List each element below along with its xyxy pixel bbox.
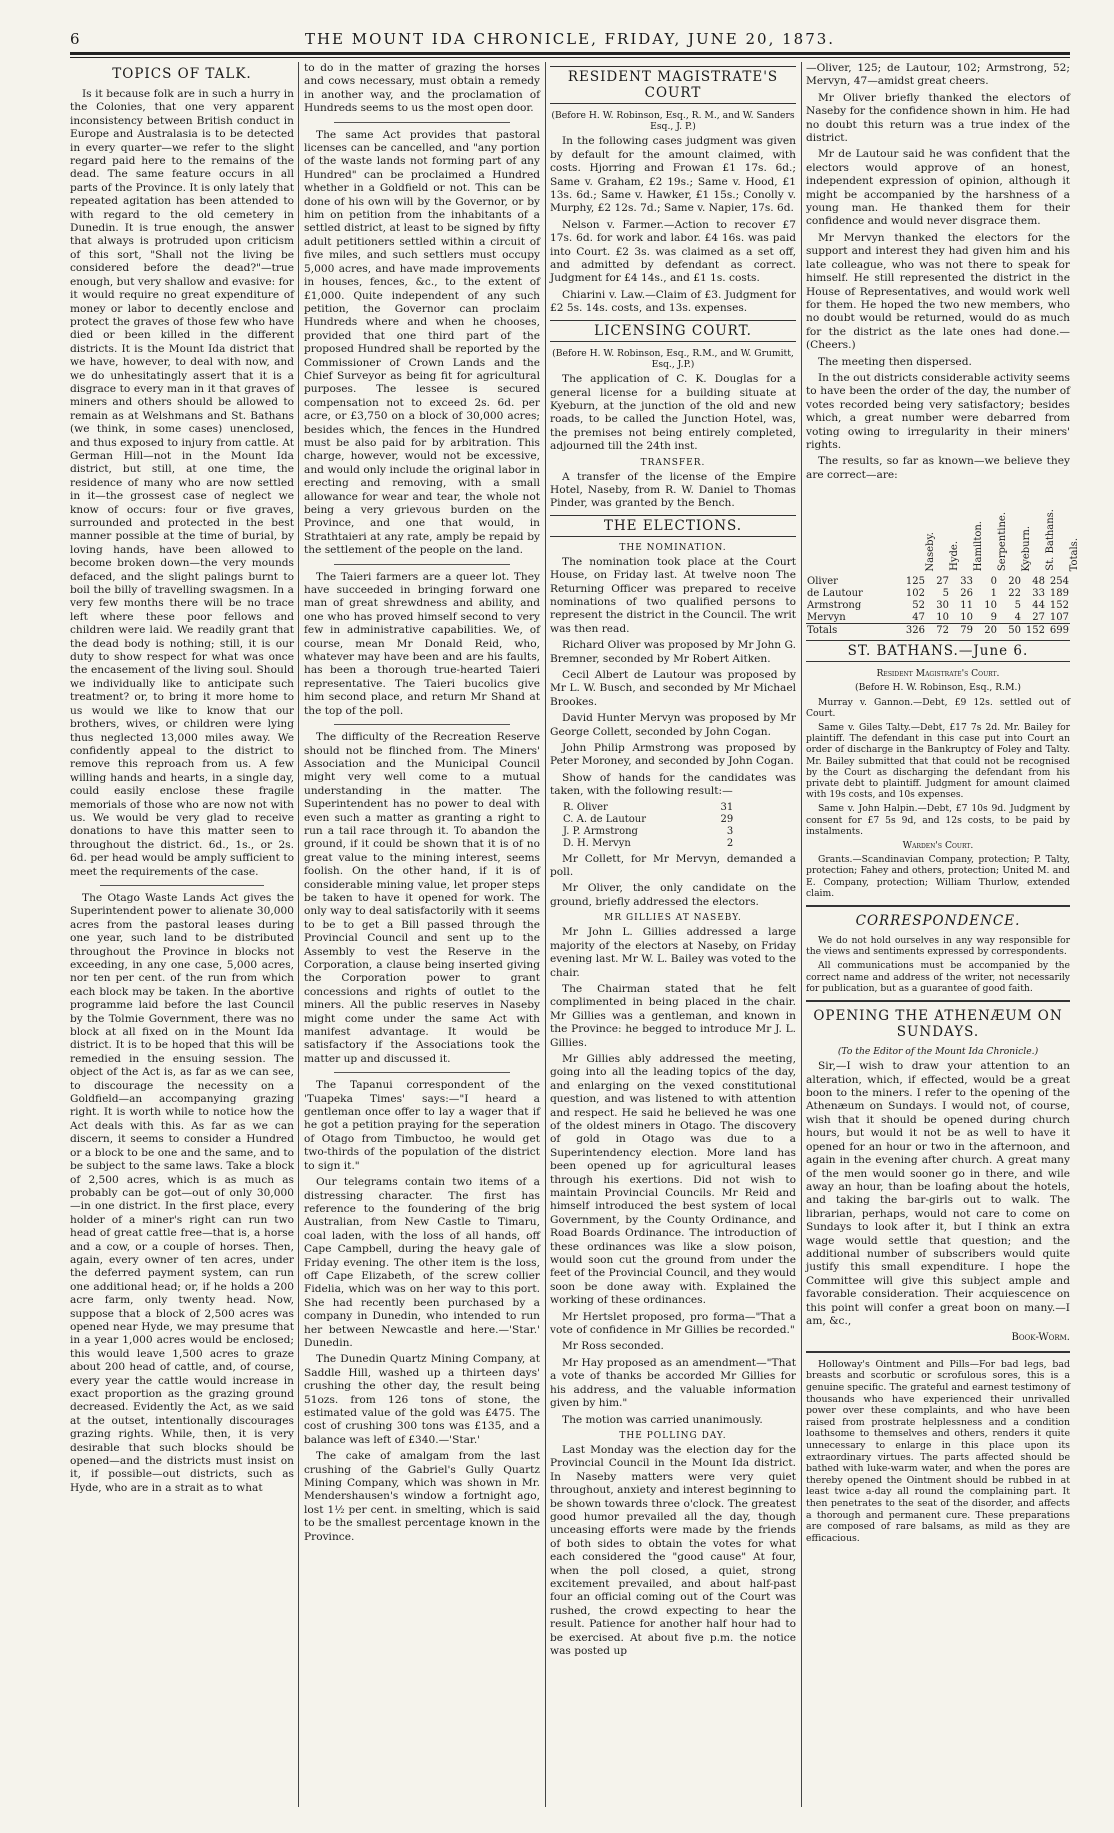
column-4 <box>806 62 1080 1812</box>
article-paragraph: The meeting then dispersed. <box>818 355 972 368</box>
article-paragraph: The difficulty of the Recreation Reserve should not be flinched from. The Miners' Association and the Municipal Council might very well come to a mutual understanding in the matter. The Superintendent has no power to deal with even such a matter as granting a right to run a tail race through it. To abandon the ground, if it could be shown that it is of no great value to the mining interest, seems foolish. On the other hand, if it is of considerable mining value, let proper steps be taken to have it opened for work. The only way to deal satisfactorily with it seems to be to get a Bill passed through the Provincial Council and sent up to the Assembly to vest the Reserve in the Corporation, a clause being inserted giving the Corporation power to grant concessions and rights of outlet to the miners. All the public reserves in Naseby might come under the same Act with manifest advantage. It would be satisfactory if the Associations took the matter up and discussed it. <box>304 731 540 1065</box>
table-row <box>562 814 734 826</box>
totals-label: Totals <box>806 624 902 637</box>
subheading-polling-day: THE POLLING DAY. <box>619 1430 727 1441</box>
article-paragraph: Mr Gillies ably addressed the meeting, going into all the leading topics of the day, and enlarging on the vexed constitutional question, and was listened to with attention and respect. He said he believed he was one of the oldest miners in Otago. The discovery of gold in Otago was due to a Superintendency election. More land has been opened up for agricultural leases through his exertions. Did not wish to maintain Provincial Councils. Mr Reid and himself introduced the best system of local Government, by the County Ordinance, and Road Boards Ordinance. The introduction of these ordinances was like a slow poison, would soon cut the ground from under the feet of the Provincial Council, and they would soon be done away with. Explained the working of these ordinances. <box>550 1052 796 1307</box>
column-divider <box>298 62 299 1807</box>
table-cell: 10 <box>936 611 949 623</box>
table-cell: 0 <box>990 575 997 587</box>
table-cell: 10 <box>960 611 973 623</box>
column-divider <box>545 62 546 1807</box>
table-row <box>562 802 734 814</box>
article-paragraph: The motion was carried unanimously. <box>562 1413 763 1426</box>
column-header <box>1046 485 1080 575</box>
table-cell: 107 <box>1049 611 1069 623</box>
article-paragraph: Mr Hertslet proposed, pro forma—"That a vote of confidence in Mr Gillies be recorded." <box>550 1310 796 1337</box>
article-paragraph: The Taieri farmers are a queer lot. They have succeeded in bringing forward one man of great shrewdness and ability, and one who has proved himself second to very few in administrative capabilities. We, of course, mean Mr Donald Reid, who, whatever may have been and are his faults, has been a thorough true-hearted Taieri representative. The Taieri bucolics give him second place, and return Mr Shand at the top of the poll. <box>304 570 540 717</box>
page-title: THE MOUNT IDA CHRONICLE, FRIDAY, JUNE 20, 1873. <box>304 30 836 48</box>
column-header-label: Hyde. <box>949 541 960 572</box>
separator <box>334 122 510 123</box>
section-heading-topics: TOPICS OF TALK. <box>112 66 252 82</box>
table-header-row <box>806 485 1070 575</box>
column-header-label: St. Bathans. <box>1045 509 1056 572</box>
article-paragraph: Last Monday was the election day for the Provincial Council in the Mount Ida district. In Naseby matters were very quiet throughout, anxiety and interest beginning to be shown towards three o'clock. The greatest good humor prevailed all the day, though unceasing efforts were made by the friends of both sides to obtain the votes for what each considered the "good cause" At four, when the poll closed, a quiet, strong excitement prevailed, and about half-past four an official coming out of the Court was rushed, the crowd expecting to hear the result. Patience for another half hour had to be exercised. At about five p.m. the notice was posted up <box>550 1443 796 1657</box>
table-cell: 72 <box>926 624 950 637</box>
table-totals-row <box>806 624 1070 637</box>
article-paragraph: The nomination took place at the Court House, on Friday last. At twelve noon The Returning Officer was prepared to receive nominations of two qualified persons to represent the district in the Council. The writ was then read. <box>550 555 796 635</box>
subheading-rm-court: Resident Magistrate's Court. <box>876 668 1000 680</box>
table-cell: 11 <box>960 599 973 611</box>
table-cell: 9 <box>990 611 997 623</box>
subheading-nomination: THE NOMINATION. <box>619 542 727 553</box>
masthead-rule-thin <box>70 57 1070 58</box>
editorial-note: We do not hold ourselves in any way responsible for the views and sentiments expressed by correspondents. <box>806 935 1070 958</box>
table-cell: 20 <box>974 624 998 637</box>
article-paragraph: John Philip Armstrong was proposed by Peter Moroney, and seconded by John Cogan. <box>550 742 796 768</box>
vote-count: 29 <box>720 814 734 826</box>
article-paragraph: The Tapanui correspondent of the 'Tuapeka Times' says:—"I heard a gentleman once offer to lay a wager that if he got a petition praying for the seperation of Otago from Timbuctoo, he would get two-thirds of the population of the district to sign it." <box>304 1079 540 1172</box>
table-cell: 26 <box>960 587 973 599</box>
separator <box>100 885 264 886</box>
show-of-hands-table <box>562 802 734 850</box>
article-paragraph: Show of hands for the candidates was taken, with the following result:— <box>550 771 796 798</box>
masthead-rule <box>70 52 1070 55</box>
candidate-name: Mervyn <box>807 611 846 623</box>
separator <box>334 724 510 725</box>
article-paragraph: Mr Oliver, the only candidate on the ground, briefly addressed the electors. <box>550 882 796 908</box>
article-paragraph: The Chairman stated that he felt complimented in being placed in the chair. Mr Gillies was a gentleman, and known in the Province: he begged to introduce Mr J. L. Gillies. <box>550 982 796 1049</box>
table-cell: 27 <box>936 575 949 587</box>
table-row <box>562 826 734 838</box>
column-divider <box>801 62 802 1807</box>
table-cell: 125 <box>905 575 925 587</box>
page-number: 6 <box>70 30 80 48</box>
article-paragraph: The Otago Waste Lands Act gives the Superintendent power to alienate 30,000 acres from the pastoral leases during one year, such land to be distributed throughout the Province in blocks not exceeding, in any one case, 5,000 acres, nor ten per cent. of the run from which each block may be taken. In the abortive programme laid before the last Council by the Tolmie Government, there was no block at all fixed on in the Mount Ida district. It is to be hoped that this will be remedied in the ensuing session. The object of the Act is, as far as we can see, to discourage the necessity on a Goldfield—an accompanying grazing right. It is worth while to notice how the Act deals with this. As far as we can discern, it seems to consider a Hundred or a block to be one and the same, and to be subject to the same laws. Take a block of 2,500 acres, which is as much as probably can be got—out of only 30,000—in one district. In the first place, every holder of a miner's right can run two head of great cattle free—that is, a horse and a cow, or a couple of horses. Then, again, every owner of ten acres, under the deferred payment system, can run one additional head; or, if he holds a 200 acre farm, only twenty head. Now, suppose that a block of 2,500 acres was opened near Hyde, we may presume that in a year 1,000 acres would be enclosed; this would leave 1,500 acres to graze about 200 head of cattle, and, of course, every year the cattle would increase in exact proportion as the grazing ground decreased. Evidently the Act, as we said at the outset, intentionally discourages grazing rights. While, then, it is very desirable that such blocks should be opened—and the districts must insist on it, if possible—out districts, such as Hyde, who are in a strait as to what <box>70 891 294 1494</box>
separator <box>806 1000 1070 1002</box>
header-blank <box>806 485 902 575</box>
separator <box>334 1072 510 1073</box>
article-paragraph: A transfer of the license of the Empire Hotel, Naseby, from R. W. Daniel to Thomas Pinder, was granted by the Bench. <box>550 470 796 510</box>
table-cell: 102 <box>905 587 925 599</box>
section-heading-elections: THE ELECTIONS. <box>550 515 796 537</box>
table-cell: 326 <box>902 624 926 637</box>
article-paragraph: Our telegrams contain two items of a distressing character. The first has reference to the foundering of the brig Australian, from New Castle to Timaru, coal laden, with the loss of all hands, off Cape Campbell, during the heavy gale of Friday evening. The other item is the loss, off Cape Elizabeth, of the screw collier Fidelia, which was on her way to this port. She had recently been purchased by a company in Dunedin, who intended to run her between Newcastle and here.—'Star.' Dunedin. <box>304 1176 540 1349</box>
table-cell: 27 <box>1032 611 1045 623</box>
article-paragraph: Grants.—Scandinavian Company, protection; P. Talty, protection; Fahey and others, protection; United M. and E. Company, protection; William Thurlow, extended claim. <box>806 854 1070 899</box>
table-cell: 50 <box>998 624 1022 637</box>
article-paragraph: The application of C. K. Douglas for a general license for a building situate at Kyeburn, at the junction of the old and new roads, to be called the Junction Hotel, was, the premises not being entirely completed, adjourned till the 24th inst. <box>550 373 796 453</box>
table-cell: 33 <box>960 575 973 587</box>
table-row <box>806 575 1070 587</box>
table-cell: 33 <box>1032 587 1045 599</box>
article-paragraph: In the out districts considerable activity seems to have been the order of the day, the number of votes recorded being very satisfactory; besides which, a great number were debarred from voting owing to irregularity in their miners' rights. <box>806 371 1070 451</box>
letter-signature: Book-Worm. <box>1011 1332 1070 1344</box>
candidate-name: R. Oliver <box>563 802 608 814</box>
subheading-transfer: TRANSFER. <box>640 457 706 468</box>
article-paragraph: Mr de Lautour said he was confident that the electors would approve of an honest, independent expression of opinion, although it might be accompanied by the harshness of a young man. He thanked them for their confidence and would never disgrace them. <box>806 148 1070 228</box>
article-paragraph: The results, so far as known—we believe they are correct—are: <box>806 455 1070 481</box>
table-cell: 20 <box>1008 575 1021 587</box>
letter-body: Sir,—I wish to draw your attention to an alteration, which, if effected, would be a great boon to the miners. I refer to the opening of the Athenæum on Sundays. I would not, of course, wish that it should be opened during church hours, but would it not be as well to have it opened for an hour or two in the afternoon, and again in the evening after church. A great many of the men would sooner go in there, and wile away an hour, than be loafing about the hotels, and taking the bar-girls out to walk. The librarian, perhaps, would not care to come on Sundays to look after it, but I think an extra wage would settle that question; and the additional number of subscribers would quite justify this small expenditure. I hope the Committee will give this subject ample and favorable consideration. Their acquiescence on this point will confer a great boon on many.—I am, &c., <box>806 1060 1070 1327</box>
table-cell: 5 <box>942 587 949 599</box>
article-paragraph: Is it because folk are in such a hurry in the Colonies, that one very apparent inconsistency between British conduct in Europe and Australasia is to be detected in every quarter—we refer to the slight regard paid here to the remains of the dead. The same feature occurs in all parts of the Province. It is only lately that repeated agitation has been attended to with regard to the old cemetery in Dunedin. It is true enough, the answer that always is protruded upon criticism of this sort, "Shall not the living be considered before the dead?"—true enough, but very shallow and evasive: for it would require no great expenditure of money or labor to decently enclose and protect the graves of those few who have died or been killed in the different districts. It is the Mount Ida district that we have, however, to deal with now, and we do unhesitatingly assert that it is a disgrace to every man in it that graves of miners and others should be allowed to remain as at Welshmans and St. Bathans (we think, in some cases) unenclosed, and thus exposed to injury from cattle. At German Hill—not in the Mount Ida district, but still, at one time, the residence of many who are now settled in it—the grossest case of neglect we know of occurs: four or five graves, surrounded and protected in the best manner possible at the time of burial, by loving hands, have been allowed to become broken down—the very mounds defaced, and the slight palings burnt to boil the billy of travelling swagsmen. In a very few months there will be no trace left where these poor fellows and children were laid. We readily grant that the dead body is nothing; still, it is our duty to show respect for what was once the encasement of the living soul. Should we individually like to anticipate such treatment? or, to bring it more home to us would we like to know that our brothers, wives, or children were lying thus neglected 13,000 miles away. We confidently appeal to the district to remove this reproach from us. A few willing hands and hearts, in a single day, could easily enclose these fragile memorials of those who are now not with us. We would be very glad to receive donations to have this matter seen to throughout the district. 6d., 1s., or 2s. 6d. per head would be amply sufficient to meet the requirements of the case. <box>70 88 294 878</box>
column-header-label: Kyeburn. <box>1021 525 1032 572</box>
article-paragraph: Mr Mervyn thanked the electors for the support and interest they had given him and his late colleague, who was not there to speak for himself. He still represented the district in the House of Representatives, and would work well for them. He hoped the two new members, who no doubt would be returned, would do as much for the district as the late ones had done.—(Cheers.) <box>806 231 1070 352</box>
separator <box>806 1351 1070 1353</box>
column-header <box>926 485 960 575</box>
candidate-name: C. A. de Lautour <box>563 814 647 826</box>
table-cell: 4 <box>1014 611 1021 623</box>
table-cell: 699 <box>1046 624 1070 637</box>
separator <box>806 905 1070 907</box>
article-paragraph: Chiarini v. Law.—Claim of £3. Judgment for £2 5s. 14s. costs, and 13s. expenses. <box>550 288 796 315</box>
column-header-label: Totals. <box>1069 537 1080 572</box>
article-paragraph: Same v. John Halpin.—Debt, £7 10s 9d. Judgment by consent for £7 5s 9d, and 12s costs, to be paid by instalments. <box>806 803 1070 837</box>
article-paragraph: The same Act provides that pastoral licenses can be cancelled, and "any portion of the waste lands not forming part of any Hundred" can be proclaimed a Hundred whether in a Goldfield or not. This can be done of his own will by the Governor, or by him on petition from the inhabitants of a settled district, at least to be signed by fifty adult petitioners settled within a circuit of five miles, and such settlers must occupy 5,000 acres, and have made improvements in houses, fences, &c., to the extent of £1,000. Quite independent of any such petition, the Governor can proclaim Hundreds where and when he chooses, provided that one third part of the proposed Hundred shall be reported by the Commissioner of Crown Lands and the Chief Surveyor as being fit for agricultural purposes. The lessee is secured compensation not to exceed 2s. 6d. per acre, or £3,750 on a block of 30,000 acres; besides which, the fences in the Hundred must be also paid for by arbitration. This charge, however, would not be excessive, and would only include the original labor in erecting and removing, with a small allowance for wear and tear, the whole not being a very grievous burden on the Province, and one that would, in Strathtaieri at any rate, amply be repaid by the settlement of the people on the land. <box>304 128 540 557</box>
table-cell: 5 <box>1014 599 1021 611</box>
article-paragraph: Mr John L. Gillies addressed a large majority of the electors at Naseby, on Friday evening last. Mr W. L. Bailey was voted to the chair. <box>550 926 796 979</box>
section-heading-licensing: LICENSING COURT. <box>550 320 796 342</box>
section-heading-correspondence: CORRESPONDENCE. <box>855 913 1021 930</box>
section-heading-rm-court: RESIDENT MAGISTRATE'S COURT <box>550 66 796 104</box>
vote-count: 2 <box>726 838 734 850</box>
section-heading-athenaeum: OPENING THE ATHENÆUM ON SUNDAYS. <box>813 1008 1063 1041</box>
editorial-note: All communications must be accompanied by the correct name and address of the writer, not necessarily for publication, but as a guarantee of good faith. <box>806 960 1070 994</box>
court-before: (Before H. W. Robinson, Esq., R.M., and W. Grumitt, Esq., J.P.) <box>552 347 794 370</box>
court-before: (Before H. W. Robinson, Esq., R.M.) <box>855 682 1021 694</box>
column-header-label: Hamilton. <box>973 520 984 572</box>
candidate-name: Armstrong <box>807 599 862 611</box>
vote-count: 31 <box>720 802 734 814</box>
candidate-name: Oliver <box>807 575 838 587</box>
article-paragraph: In the following cases judgment was given by default for the amount claimed, with costs. Hjorring and Frowan £1 17s. 6d.; Same v. Graham, £2 19s.; Same v. Hood, £1 13s. 6d.; Same v. Hawker, £1 15s.; Conolly v. Murphy, £2 12s. 7d.; Same v. Napier, 17s. 6d. <box>550 135 796 215</box>
table-row <box>562 838 734 850</box>
poll-results-table <box>806 485 1080 636</box>
table-cell: 48 <box>1032 575 1045 587</box>
column-3 <box>550 62 796 1812</box>
court-before: (Before H. W. Robinson, Esq., R. M., and W. Sanders Esq., J. P.) <box>551 110 795 133</box>
column-header <box>950 485 984 575</box>
table-cell: 152 <box>1049 599 1069 611</box>
column-2 <box>304 62 540 1812</box>
article-paragraph: Same v. Giles Talty.—Debt, £17 7s 2d. Mr. Bailey for plaintiff. The defendant in this case put into Court an order of discharge in the Bankruptcy of Foley and Talty. Mr. Bailey submitted that that could not be recognised by the Court as discharging the defendant from his private debt to plaintiff. Judgment for amount claimed with 19s costs, and 10s expenses. <box>806 722 1070 801</box>
table-row <box>806 611 1070 624</box>
candidate-name: de Lautour <box>807 587 863 599</box>
table-cell: 30 <box>936 599 949 611</box>
section-heading-st-bathans: ST. BATHANS.—June 6. <box>806 640 1070 662</box>
candidate-name: J. P. Armstrong <box>563 826 638 838</box>
separator <box>334 564 510 565</box>
advertisement-holloway: Holloway's Ointment and Pills—For bad legs, bad breasts and scorbutic or scrofulous sores, this is a genuine specific. The grateful and earnest testimony of thousands who have experienced their unrivalled power over these complaints, and who have been raised from prostrate helplessness and a condition loathsome to themselves and others, renders it quite unnecessary to enlarge in this place upon its extraordinary virtues. The parts affected should be bathed with luke-warm water, and when the pores are thereby opened the Ointment should be rubbed in at least twice a-day all round the complaining part. It then penetrates to the seat of the disorder, and affects a thorough and permanent cure. These preparations are composed of rare balsams, as mild as they are efficacious. <box>806 1358 1070 1544</box>
column-header-label: Serpentine. <box>997 512 1008 572</box>
article-paragraph: Mr Collett, for Mr Mervyn, demanded a poll. <box>550 852 796 879</box>
vote-count: 3 <box>726 826 734 838</box>
masthead <box>70 26 1070 52</box>
column-header <box>974 485 1008 575</box>
table-cell: 254 <box>1049 575 1069 587</box>
candidate-name: D. H. Mervyn <box>563 838 631 850</box>
subheading-gillies: MR GILLIES AT NASEBY. <box>604 913 742 924</box>
article-paragraph: David Hunter Mervyn was proposed by Mr George Collett, seconded by John Cogan. <box>550 712 796 738</box>
column-header <box>998 485 1032 575</box>
letter-address: (To the Editor of the Mount Ida Chronicle.) <box>837 1046 1039 1058</box>
column-header-label: Naseby. <box>925 531 936 572</box>
article-paragraph: Mr Hay proposed as an amendment—"That a vote of thanks be accorded Mr Gillies for his address, and the valuable information given by him." <box>550 1356 796 1410</box>
table-cell: 189 <box>1049 587 1069 599</box>
article-paragraph: Cecil Albert de Lautour was proposed by Mr L. W. Busch, and seconded by Mr Michael Brookes. <box>550 669 796 708</box>
article-paragraph: to do in the matter of grazing the horses and cows necessary, must obtain a remedy in another way, and the proclamation of Hundreds seems to us the most open door. <box>304 62 540 115</box>
column-1 <box>70 62 294 1812</box>
table-row <box>806 599 1070 611</box>
table-row <box>806 587 1070 599</box>
table-cell: 79 <box>950 624 974 637</box>
table-cell: 44 <box>1032 599 1045 611</box>
table-cell: 1 <box>990 587 997 599</box>
table-cell: 22 <box>1008 587 1021 599</box>
article-paragraph: The Dunedin Quartz Mining Company, at Saddle Hill, washed up a thirteen days' crushing the other day, the result being 51ozs. from 126 tons of stone, the estimated value of the gold was £475. The cost of crushing 300 tons was £135, and a balance was left of £340.—'Star.' <box>304 1353 540 1446</box>
subheading-warden-court: Warden's Court. <box>902 840 974 852</box>
article-paragraph: Mr Ross seconded. <box>562 1340 664 1353</box>
article-paragraph: Richard Oliver was proposed by Mr John G. Bremner, seconded by Mr Robert Aitken. <box>550 639 796 665</box>
article-paragraph: Mr Oliver briefly thanked the electors of Naseby for the confidence shown in him. He had no doubt this return was a true index of the district. <box>806 91 1070 145</box>
article-paragraph: The cake of amalgam from the last crushing of the Gabriel's Gully Quartz Mining Company, which was shown in Mr. Mendershausen's window a fortnight ago, lost 1½ per cent. in smelting, which is said to be the smallest percentage known in the Province. <box>304 1450 540 1543</box>
table-cell: 10 <box>984 599 997 611</box>
column-header <box>902 485 936 575</box>
table-cell: 152 <box>1022 624 1046 637</box>
table-cell: 52 <box>912 599 925 611</box>
article-paragraph: Murray v. Gannon.—Debt, £9 12s. settled out of Court. <box>806 696 1070 719</box>
table-cell: 47 <box>912 611 925 623</box>
article-paragraph: Nelson v. Farmer.—Action to recover £7 17s. 6d. for work and labor. £4 16s. was paid into Court. £2 3s. was claimed as a set off, and admitted by defendant as correct. Judgment for £4 14s., and £1 1s. costs. <box>550 218 796 285</box>
column-header <box>1022 485 1056 575</box>
article-paragraph: —Oliver, 125; de Lautour, 102; Armstrong, 52; Mervyn, 47—amidst great cheers. <box>806 62 1070 88</box>
